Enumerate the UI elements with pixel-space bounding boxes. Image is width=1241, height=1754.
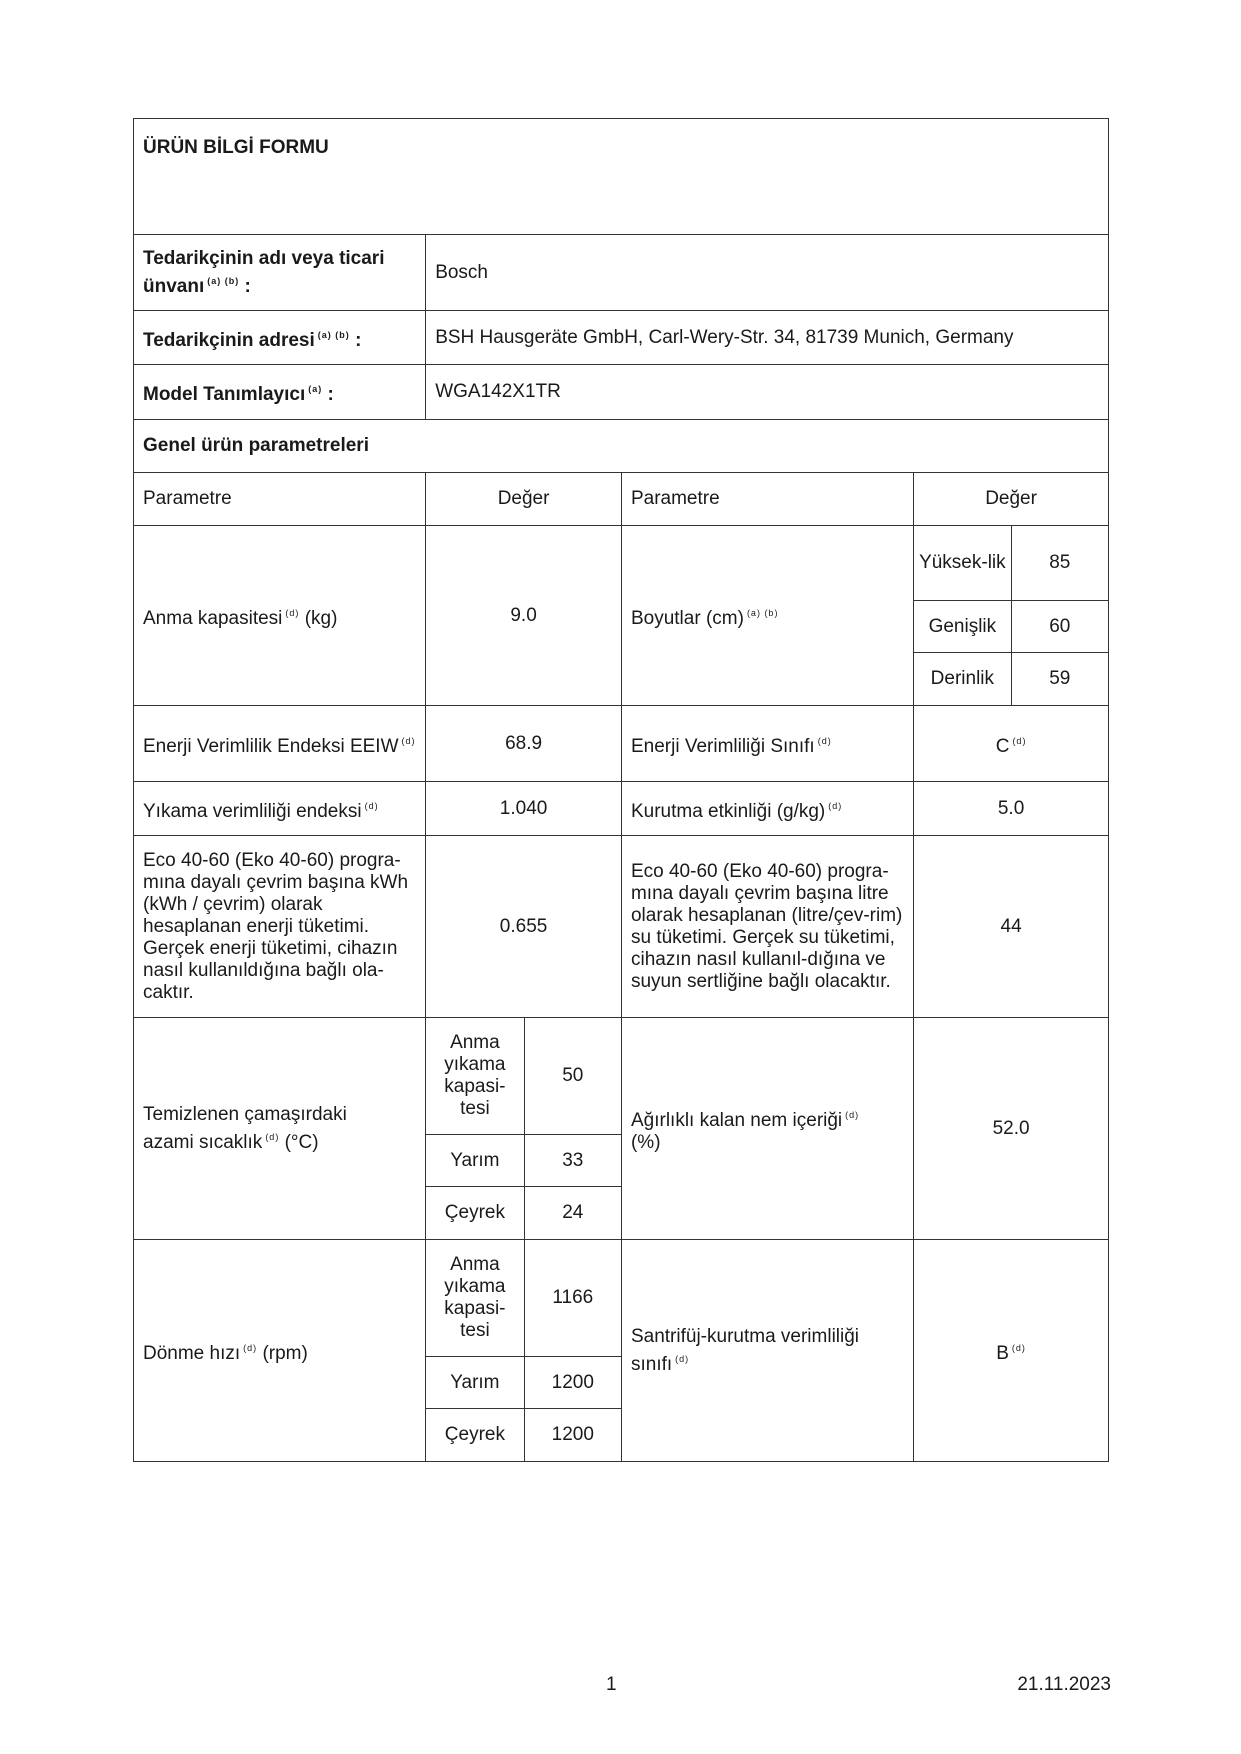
eeiw-value: 68.9 (426, 706, 622, 782)
supplier-name-label: Tedarikçinin adı veya ticari ünvanı $^{(a) (b)}$ : (134, 235, 426, 311)
capacity-value: 9.0 (426, 526, 622, 706)
spin-half-label: Yarım (426, 1357, 524, 1409)
spin-speed-label: Dönme hızı $^{(d)}$ (rpm) (134, 1240, 426, 1462)
model-identifier-value: WGA142X1TR (426, 365, 1109, 420)
supplier-name-value: Bosch (426, 235, 1109, 311)
capacity-label: Anma kapasitesi $^{(d)}$ (kg) (134, 526, 426, 706)
energy-class-label: Enerji Verimliliği Sınıfı $^{(d)}$ (621, 706, 913, 782)
header-parameter-left: Parametre (134, 473, 426, 526)
spin-rated-label: Anma yıkama kapasi-tesi (426, 1240, 524, 1357)
model-identifier-label: Model Tanımlayıcı $^{(a)}$ : (134, 365, 426, 420)
temp-half-label: Yarım (426, 1135, 524, 1187)
water-consumption-value: 44 (914, 836, 1109, 1018)
section-title: Genel ürün parametreleri (134, 420, 1109, 473)
dimensions-label: Boyutlar (cm) $^{(a) (b)}$ (621, 526, 913, 706)
rinsing-label: Kurutma etkinliği (g/kg) $^{(d)}$ (621, 782, 913, 836)
depth-label: Derinlik (914, 653, 1011, 706)
spin-half-value: 1200 (524, 1357, 621, 1409)
spin-quarter-value: 1200 (524, 1409, 621, 1462)
spin-quarter-label: Çeyrek (426, 1409, 524, 1462)
temp-rated-value: 50 (524, 1018, 621, 1135)
document-date: 21.11.2023 (1017, 1674, 1111, 1695)
height-value: 85 (1011, 526, 1108, 601)
form-title: ÜRÜN BİLGİ FORMU (134, 119, 1109, 235)
moisture-value: 52.0 (914, 1018, 1109, 1240)
temp-quarter-label: Çeyrek (426, 1187, 524, 1240)
temp-rated-label: Anma yıkama kapasi-tesi (426, 1018, 524, 1135)
product-info-sheet (133, 118, 1109, 1462)
eeiw-label: Enerji Verimlilik Endeksi EEIW $^{(d)}$ (134, 706, 426, 782)
page-number: 1 (606, 1674, 617, 1695)
width-value: 60 (1011, 601, 1108, 653)
temp-quarter-value: 24 (524, 1187, 621, 1240)
height-label: Yüksek-lik (914, 526, 1011, 601)
spin-rated-value: 1166 (524, 1240, 621, 1357)
water-consumption-label: Eco 40-60 (Eko 40-60) progra-mına dayalı çevrim başına litre olarak hesaplanan (litre/çev-rim) su tüketimi. Gerçek su tüketimi, cihazın nasıl kullanıl-dığına ve suyun sertliğine bağlı olacaktır. (621, 836, 913, 1018)
washing-index-value: 1.040 (426, 782, 622, 836)
depth-value: 59 (1011, 653, 1108, 706)
supplier-address-label: Tedarikçinin adresi $^{(a) (b)}$ : (134, 311, 426, 365)
energy-consumption-value: 0.655 (426, 836, 622, 1018)
energy-class-value: C $^{(d)}$ (914, 706, 1109, 782)
supplier-address-value: BSH Hausgeräte GmbH, Carl-Wery-Str. 34, 81739 Munich, Germany (426, 311, 1109, 365)
spin-class-label: Santrifüj-kurutma verimliliği sınıfı $^{(d)}$ (621, 1240, 913, 1462)
energy-consumption-label: Eco 40-60 (Eko 40-60) progra-mına dayalı çevrim başına kWh (kWh / çevrim) olarak hesaplanan enerji tüketimi. Gerçek enerji tüketimi, cihazın nasıl kullanıldığına bağlı ola-caktır. (134, 836, 426, 1018)
header-value-right: Değer (914, 473, 1109, 526)
header-parameter-right: Parametre (621, 473, 913, 526)
header-value-left: Değer (426, 473, 622, 526)
washing-index-label: Yıkama verimliliği endeksi $^{(d)}$ (134, 782, 426, 836)
spin-class-value: B $^{(d)}$ (914, 1240, 1109, 1462)
rinsing-value: 5.0 (914, 782, 1109, 836)
product-info-table (133, 118, 1109, 1462)
temp-half-value: 33 (524, 1135, 621, 1187)
moisture-label: Ağırlıklı kalan nem içeriği $^{(d)}$ (%) (621, 1018, 913, 1240)
max-temperature-label: Temizlenen çamaşırdaki azami sıcaklık $^{(d)}$ (°C) (134, 1018, 426, 1240)
width-label: Genişlik (914, 601, 1011, 653)
